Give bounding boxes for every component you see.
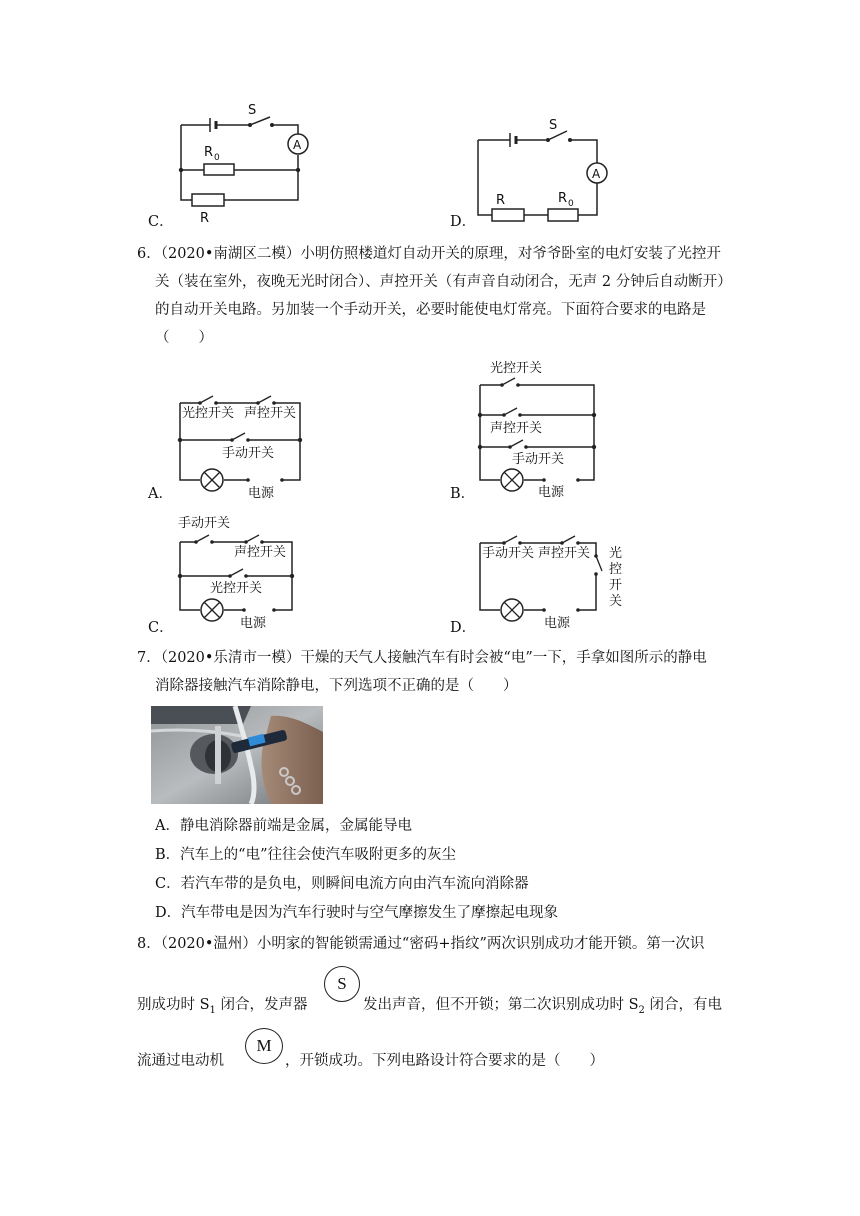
- q7-option-d: D．汽车带电是因为汽车行驶时与空气摩擦发生了摩擦起电现象: [155, 905, 559, 921]
- q8-s1-subscript: 1: [209, 1004, 216, 1016]
- q6-circuit-b: [470, 355, 610, 500]
- q6b-sound-switch-label: 声控开关: [490, 421, 543, 436]
- q5d-ammeter-label: A: [592, 167, 601, 181]
- q6-stem-line-1: 6．（2020•南湖区二模）小明仿照楼道灯自动开关的原理，对爷爷卧室的电灯安装了光控开: [137, 246, 721, 262]
- q8-line2-part-b: 闭合，发声器: [215, 997, 308, 1013]
- q5-circuit-d: [470, 115, 620, 225]
- q8-stem-line-2-cont: [363, 995, 722, 1021]
- q6d-manual-switch-label: 手动开关: [482, 546, 535, 561]
- q8-line2-part-c: 发出声音，但不开锁；第二次识别成功时 S: [363, 997, 639, 1013]
- q6d-sound-switch-label: 声控开关: [538, 546, 591, 561]
- q8-line2-part-a: 别成功时 S: [137, 997, 210, 1013]
- q8-stem-line-3-b: ，开锁成功。下列电路设计符合要求的是（ ）: [285, 1053, 604, 1069]
- q6c-manual-switch-label: 手动开关: [178, 516, 231, 531]
- q6-stem-line-3: 的自动开关电路。另加装一个手动开关，必要时能使电灯常亮。下面符合要求的电路是: [155, 302, 706, 318]
- q7-option-a: A．静电消除器前端是金属，金属能导电: [155, 818, 412, 834]
- q6a-sound-switch-label: 声控开关: [244, 406, 297, 421]
- q5d-r0-sub: 0: [568, 199, 574, 209]
- q6-stem-line-4: （ ）: [155, 330, 213, 346]
- q6-circuit-c: [170, 512, 310, 632]
- q6a-light-switch-label: 光控开关: [182, 406, 235, 421]
- q8-stem-line-1: 8．（2020•温州）小明家的智能锁需通过“密码+指纹”两次识别成功才能开锁。第一次识: [137, 936, 705, 952]
- q6b-manual-switch-label: 手动开关: [512, 452, 565, 467]
- q6d-light-char-4: 关: [609, 594, 623, 609]
- q5c-r-label: R: [200, 211, 210, 226]
- q6b-power-label: 电源: [538, 485, 565, 500]
- q6-option-d-label: D．: [450, 620, 477, 636]
- q6-stem-line-2: 关（装在室外，夜晚无光时闭合）、声控开关（有声音自动闭合，无声 2 分钟后自动断开）: [155, 274, 732, 290]
- q6b-light-switch-label: 光控开关: [490, 361, 543, 376]
- q6d-light-char-1: 光: [609, 546, 623, 561]
- q6a-power-label: 电源: [248, 486, 275, 500]
- q6c-sound-switch-label: 声控开关: [234, 545, 287, 560]
- motor-symbol-letter: M: [256, 1036, 272, 1055]
- q5-circuit-c: [170, 100, 320, 230]
- q6a-manual-switch-label: 手动开关: [222, 446, 275, 461]
- q7-option-b: B．汽车上的“电”往往会使汽车吸附更多的灰尘: [155, 847, 456, 863]
- q6-option-a-label: A．: [148, 486, 173, 502]
- q6d-light-char-2: 控: [609, 562, 623, 577]
- q5d-switch-label: S: [549, 118, 558, 133]
- q5-option-d-label: D．: [450, 214, 477, 230]
- q5c-switch-label: S: [248, 103, 257, 118]
- q8-stem-line-2: [137, 995, 308, 1021]
- q5c-ammeter-label: A: [293, 138, 302, 152]
- q6d-power-label: 电源: [544, 616, 571, 631]
- q8-stem-line-3-a: 流通过电动机: [137, 1053, 224, 1069]
- q5d-r0-label: R: [558, 191, 568, 206]
- q5c-r0-label: R: [204, 145, 214, 160]
- static-eliminator-photo: [151, 706, 323, 804]
- q8-s2-subscript: 2: [638, 1004, 645, 1016]
- q7-stem-line-2: 消除器接触汽车消除静电，下列选项不正确的是（ ）: [155, 678, 518, 694]
- q7-stem-line-1: 7．（2020•乐清市一模）干燥的天气人接触汽车有时会被“电”一下，手拿如图所示的静电: [137, 650, 707, 666]
- q6d-light-char-3: 开: [609, 578, 623, 593]
- q5d-r-label: R: [496, 193, 506, 208]
- buzzer-symbol-letter: S: [337, 974, 347, 993]
- q6-option-b-label: B．: [450, 486, 476, 502]
- q6-circuit-a: [170, 385, 310, 500]
- motor-symbol: [245, 1028, 283, 1064]
- q6-option-c-label: C．: [148, 620, 174, 636]
- q7-option-c: C．若汽车带的是负电，则瞬间电流方向由汽车流向消除器: [155, 876, 529, 892]
- q6c-light-switch-label: 光控开关: [210, 581, 263, 596]
- q8-line2-part-d: 闭合，有电: [644, 997, 723, 1013]
- buzzer-symbol: [324, 966, 360, 1002]
- q5-option-c-label: C．: [148, 214, 174, 230]
- q6c-power-label: 电源: [240, 616, 267, 631]
- q6-circuit-d: [470, 528, 630, 633]
- q5c-r0-sub: 0: [214, 153, 220, 163]
